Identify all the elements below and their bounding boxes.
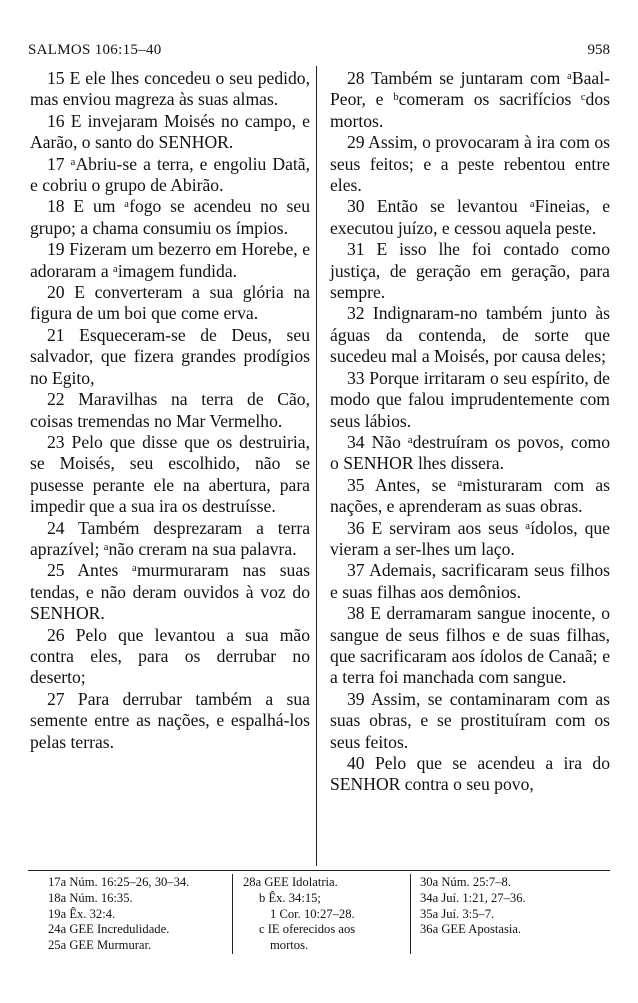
verse-29: 29 Assim, o provocaram à ira com os seus feitos; e a peste rebentou entre eles. [330, 132, 610, 196]
verse-22: 22 Maravilhas na terra de Cão, coisas tremendas no Mar Vermelho. [30, 389, 310, 431]
verse-38: 38 E derramaram sangue inocente, o sangue de seus filhos e de suas filhas, que sacrificaram aos ídolos de Canaã; e a terra foi manchada com sangue. [330, 603, 610, 688]
footnote: 19a Êx. 32:4. [48, 906, 116, 921]
footnote: 28a GEE Idolatria. [243, 875, 338, 889]
verse-30: 30 Então se levantou ᵃFineias, e executou juízo, e cessou aquela peste. [330, 196, 610, 238]
verse-28: 28 Também se juntaram com ᵃBaal-Peor, e ᵇcomeram os sacrifícios ᶜdos mortos. [330, 68, 610, 131]
footnote-divider [410, 874, 411, 954]
footnote: 36a GEE Apostasia. [420, 922, 522, 937]
left-text-column [30, 68, 310, 753]
verse-23: 23 Pelo que disse que os destruiria, se Moisés, seu escolhido, não se pusesse perante ele na abertura, para impedir que a sua ira os destruísse. [30, 431, 310, 517]
verse-21: 21 Esqueceram-se de Deus, seu salvador, que fizera grandes prodígios no Egito, [30, 324, 310, 388]
footnote: 35a Juí. 3:5–7. [420, 906, 495, 921]
verse-20: 20 E converteram a sua glória na figura de um boi que come erva. [30, 282, 310, 324]
running-header [28, 42, 610, 64]
verse-16: 16 E invejaram Moisés no campo, e Aarão, o santo do SENHOR. [30, 110, 310, 153]
footnote: c IE oferecidos aos [259, 922, 356, 937]
footnote: 34a Juí. 1:21, 27–36. [420, 890, 526, 905]
verse-15: 15 E ele lhes concedeu o seu pedido, mas enviou magreza às suas almas. [30, 68, 310, 110]
footnote: 24a GEE Incredulidade. [48, 922, 170, 937]
verse-25: 25 Antes ᵃmurmuraram nas suas tendas, e não deram ouvidos à voz do SENHOR. [30, 560, 310, 624]
right-text-column [330, 68, 610, 796]
footnotes-column-1 [48, 875, 228, 954]
footnote-rule [28, 870, 610, 871]
footnotes-column-2 [243, 875, 403, 954]
verse-36: 36 E serviram aos seus ᵃídolos, que vieram a ser-lhes um laço. [330, 517, 610, 559]
book-reference: SALMOS 106:15–40 [28, 42, 162, 58]
verse-24: 24 Também desprezaram a terra aprazível; ᵃnão creram na sua palavra. [30, 517, 310, 559]
page-number: 958 [587, 42, 610, 58]
footnote: mortos. [270, 938, 309, 953]
verse-40: 40 Pelo que se acendeu a ira do SENHOR contra o seu povo, [330, 753, 610, 795]
column-divider [316, 66, 317, 866]
footnote: 18a Núm. 16:35. [48, 890, 133, 905]
verse-37: 37 Ademais, sacrificaram seus filhos e suas filhas aos demônios. [330, 560, 610, 602]
verse-39: 39 Assim, se contaminaram com as suas obras, e se prostituíram com os seus feitos. [330, 688, 610, 752]
verse-34: 34 Não ᵃdestruíram os povos, como o SENHOR lhes dissera. [330, 431, 610, 474]
footnote: b Êx. 34:15; [259, 890, 321, 905]
footnote: 17a Núm. 16:25–26, 30–34. [48, 875, 190, 889]
footnote: 30a Núm. 25:7–8. [420, 875, 511, 889]
footnotes-column-3 [420, 875, 600, 938]
footnote: 1 Cor. 10:27–28. [270, 906, 355, 921]
footnote: 25a GEE Murmurar. [48, 938, 152, 953]
verse-31: 31 E isso lhe foi contado como justiça, de geração em geração, para sempre. [330, 239, 610, 303]
verse-32: 32 Indignaram-no também junto às águas da contenda, de sorte que sucedeu mal a Moisés, por causa deles; [330, 303, 610, 367]
verse-17: 17 ᵃAbriu-se a terra, e engoliu Datã, e cobriu o grupo de Abirão. [30, 153, 310, 196]
verse-26: 26 Pelo que levantou a sua mão contra eles, para os derrubar no deserto; [30, 624, 310, 688]
verse-33: 33 Porque irritaram o seu espírito, de modo que falou imprudentemente com seus lábios. [330, 367, 610, 431]
verse-19: 19 Fizeram um bezerro em Horebe, e adoraram a ᵃimagem fundida. [30, 239, 310, 281]
verse-18: 18 E um ᵃfogo se acendeu no seu grupo; a chama consumiu os ímpios. [30, 196, 310, 238]
verse-35: 35 Antes, se ᵃmisturaram com as nações, e aprenderam as suas obras. [330, 474, 610, 517]
footnote-divider [232, 874, 233, 954]
verse-27: 27 Para derrubar também a sua semente entre as nações, e espalhá-los pelas terras. [30, 688, 310, 752]
